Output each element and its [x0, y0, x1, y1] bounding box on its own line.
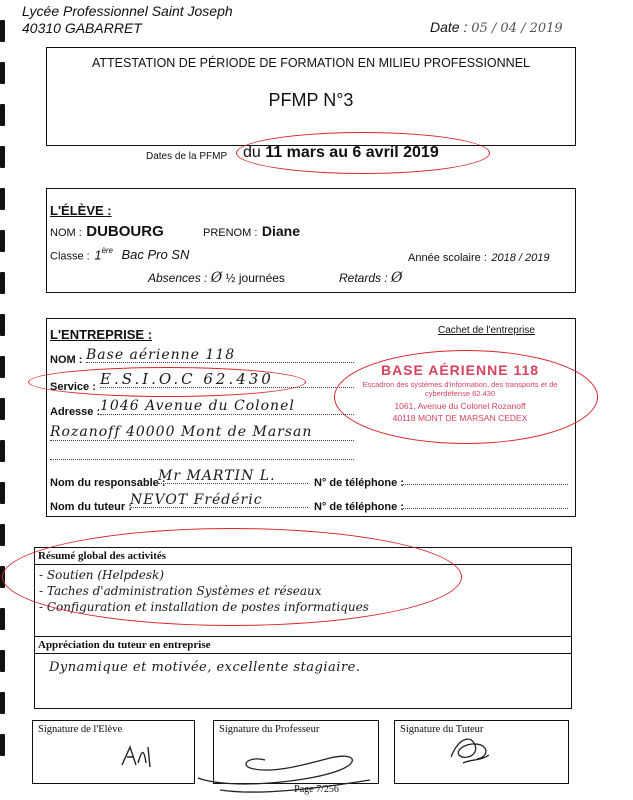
binding-hole [0, 650, 5, 672]
responsable-line [158, 467, 308, 484]
eleve-retards-row [339, 270, 403, 286]
binding-hole [0, 440, 5, 462]
annee-label: Année scolaire : [408, 252, 487, 264]
binding-hole [0, 230, 5, 252]
doc-title: ATTESTATION DE PÉRIODE DE FORMATION EN MILIEU PROFESSIONNEL [91, 56, 530, 70]
tuteur-line [130, 491, 308, 508]
absences-label: Absences : [148, 271, 208, 285]
absences-value: Ø [210, 270, 223, 286]
classe-label: Classe : [50, 250, 90, 263]
adresse-label: Adresse : [50, 406, 101, 418]
signature-tuteur-mark [445, 731, 495, 765]
resume-item: - Configuration et installation de postes informatiques [39, 600, 369, 614]
dates-range: 11 mars au 6 avril 2019 [265, 144, 439, 161]
service-label: Service : [50, 381, 96, 393]
signature-eleve-mark [118, 741, 158, 771]
signature-eleve-label: Signature de l'Elève [38, 724, 123, 735]
binding-hole [0, 524, 5, 546]
classe-num: 1 [94, 247, 102, 263]
resume-item: - Soutien (Helpdesk) [39, 568, 165, 582]
binding-hole [0, 314, 5, 336]
binding-hole [0, 398, 5, 420]
school-header [22, 3, 233, 37]
retards-value: Ø [391, 270, 403, 286]
date-value: 05 / 04 / 2019 [471, 21, 563, 36]
binding-hole [0, 356, 5, 378]
eleve-classe-row [50, 246, 189, 264]
responsable-row [50, 473, 166, 491]
entreprise-nom-label: NOM : [50, 354, 83, 366]
red-annotation-ellipse [2, 528, 462, 626]
date-label: Date : [430, 19, 468, 35]
dates-prefix: du [243, 144, 261, 161]
binding-hole [0, 146, 5, 168]
tel-tuteur-row [314, 497, 404, 515]
service-value: E.S.I.O.C 62.430 [100, 370, 274, 388]
eleve-absences-row [148, 270, 285, 286]
red-annotation-ellipse [334, 350, 598, 444]
classe-sup: ère [101, 246, 113, 255]
adresse-value-2: Rozanoff 40000 Mont de Marsan [50, 424, 313, 440]
title-box [46, 47, 576, 146]
binding-hole [0, 188, 5, 210]
appreciation-box [34, 637, 572, 709]
binding-hole [0, 482, 5, 504]
tel-tuteur-line [403, 496, 568, 509]
date-block [430, 19, 563, 36]
signature-professeur-label: Signature du Professeur [219, 724, 320, 735]
school-name: Lycée Professionnel Saint Joseph [22, 3, 233, 19]
binding-hole [0, 608, 5, 630]
tel-responsable-row [314, 473, 404, 491]
stamp-line-2: Escadron des systèmes d'information, des transports et de cyberdéfense 62.430 [362, 380, 558, 398]
school-address: 40310 GABARRET [22, 20, 142, 36]
stamp-line-4: 40118 MONT DE MARSAN CEDEX [392, 413, 528, 423]
binding-hole [0, 734, 5, 756]
appreciation-text: Dynamique et motivée, excellente stagiaire. [49, 660, 361, 675]
annee-value: 2018 / 2019 [491, 252, 550, 264]
binding-hole [0, 104, 5, 126]
adresse-line-2 [50, 423, 354, 441]
signature-tuteur-label: Signature du Tuteur [400, 724, 484, 735]
tel-responsable-label: N° de téléphone : [314, 477, 404, 489]
tel-responsable-line [403, 472, 568, 485]
dates-label: Dates de la PFMP [146, 151, 228, 162]
entreprise-heading: L'ENTREPRISE : [50, 327, 153, 342]
stamp-line-3: 1061, Avenue du Colonel Rozanoff [394, 401, 526, 411]
adresse-line-1 [100, 397, 354, 415]
eleve-heading: L'ÉLÈVE : [50, 203, 112, 218]
tuteur-value: NEVOT Frédéric [130, 492, 263, 508]
appreciation-heading: Appréciation du tuteur en entreprise [35, 637, 571, 654]
binding-hole [0, 62, 5, 84]
page-number: Page 7/256 [294, 784, 339, 795]
signature-eleve-box [32, 720, 195, 784]
responsable-value: Mr MARTIN L. [158, 468, 276, 484]
responsable-label: Nom du responsable : [50, 477, 166, 489]
doc-subtitle: PFMP N°3 [268, 90, 354, 110]
tel-tuteur-label: N° de téléphone : [314, 501, 404, 513]
retards-label: Retards : [339, 271, 388, 285]
adresse-line-3 [50, 447, 354, 460]
resume-item: - Taches d'administration Systèmes et réseaux [39, 584, 322, 598]
nom-value: DUBOURG [86, 223, 164, 240]
cachet-label: Cachet de l'entreprise [438, 325, 535, 336]
absences-unit: ½ journées [225, 271, 285, 285]
resume-heading: Résumé global des activités [35, 548, 571, 565]
tuteur-label: Nom du tuteur : [50, 501, 132, 513]
eleve-prenom-row [203, 223, 300, 241]
binding-hole [0, 692, 5, 714]
prenom-label: PRENOM : [203, 227, 258, 239]
prenom-value: Diane [261, 223, 300, 239]
eleve-nom-row [50, 223, 164, 241]
entreprise-nom-value: Base aérienne 118 [86, 347, 236, 363]
entreprise-nom-row [50, 350, 82, 368]
stamp-line-1: BASE AÉRIENNE 118 [380, 362, 540, 378]
nom-label: NOM : [50, 227, 82, 239]
entreprise-nom-line [86, 346, 354, 363]
classe-name: Bac Pro SN [121, 247, 190, 263]
red-annotation-ellipse [236, 132, 490, 174]
tuteur-row [50, 497, 132, 515]
red-annotation-ellipse [28, 367, 306, 397]
adresse-value-1: 1046 Avenue du Colonel [100, 398, 295, 414]
binding-hole [0, 272, 5, 294]
eleve-annee-row [408, 248, 549, 266]
binding-hole [0, 20, 5, 42]
signature-tuteur-box [394, 720, 569, 784]
adresse-row [50, 402, 100, 420]
